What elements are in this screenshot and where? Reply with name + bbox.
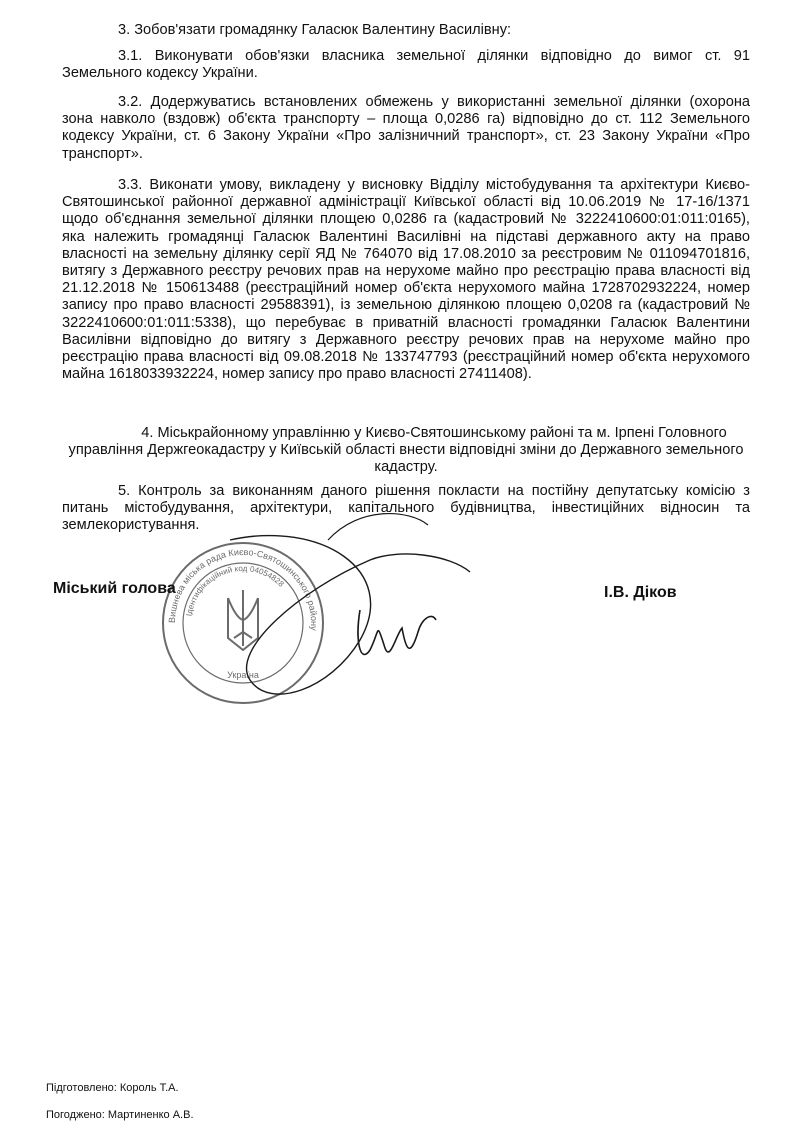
agreed-by: Погоджено: Мартиненко А.В. [46, 1109, 194, 1121]
signatory-name: І.В. Діков [604, 584, 677, 601]
paragraph-4: 4. Міськрайонному управлінню у Києво-Святошинському районі та м. Ірпені Головного управління Держгеокадастру у Київській області внести відповідні зміни до Державного земельного кадастру. [68, 425, 744, 476]
svg-text:Ідентифікаційний код 04054828: Ідентифікаційний код 04054828 [184, 563, 286, 617]
paragraph-3-2: 3.2. Додержуватись встановлених обмежень у використанні земельної ділянки (охорона зона навколо (вздовж) об'єкта транспорту – площа 0,0286 га) відповідно до ст. 112 Земельного кодексу України, ст. 6 Закону України «Про залізничний транспорт», ст. 23 Закону України «Про транспорт». [62, 94, 750, 162]
paragraph-3-1: 3.1. Виконувати обов'язки власника земельної ділянки відповідно до вимог ст. 91 Земельного кодексу України. [62, 48, 750, 82]
paragraph-5: 5. Контроль за виконанням даного рішення покласти на постійну депутатську комісію з питань містобудування, архітектури, капітального будівництва, інвестиційних відносин та землекористування. [62, 483, 750, 534]
handwritten-signature [210, 500, 490, 710]
paragraph-3-3: 3.3. Виконати умову, викладену у висновку Відділу містобудування та архітектури Києво-Святошинської районної державної адміністрації Київської області від 10.06.2019 № 17-16/1371 щодо об'єднання земельної ділянки площею 0,0286 га (кадастровий № 3222410600:01:011:0165), яка належить громадянці Галасюк Валентині Василівні на підставі державного акту на право власності на земельну ділянку серії ЯД № 764070 від 17.08.2010 за реєстровим № 011094701816, витягу з Державного реєстру речових прав на нерухоме майно про реєстрацію права власності від 21.12.2018 № 150613488 (реєстраційний номер об'єкта нерухомого майна 1728702932224, номер запису про право власності 29588391), із земельною ділянкою площею 0,0208 га (кадастровий № 3222410600:01:011:5338), що перебуває в приватній власності громадянки Галасюк Валентини Василівни відповідно до витягу з Державного реєстру речових прав на нерухоме майно про реєстрацію права власності від 09.08.2018 № 133747793 (реєстраційний номер об'єкта нерухомого майна 1618033932224, номер запису про право власності 27411408). [62, 177, 750, 383]
prepared-by: Підготовлено: Король Т.А. [46, 1082, 179, 1094]
paragraph-3: 3. Зобов'язати громадянку Галасюк Валентину Василівну: [118, 22, 512, 38]
svg-text:Україна: Україна [227, 670, 259, 680]
signature-title: Міський голова [53, 580, 176, 597]
svg-text:Вишнева міська рада Києво-Свят: Вишнева міська рада Києво-Святошинського району [166, 546, 320, 631]
